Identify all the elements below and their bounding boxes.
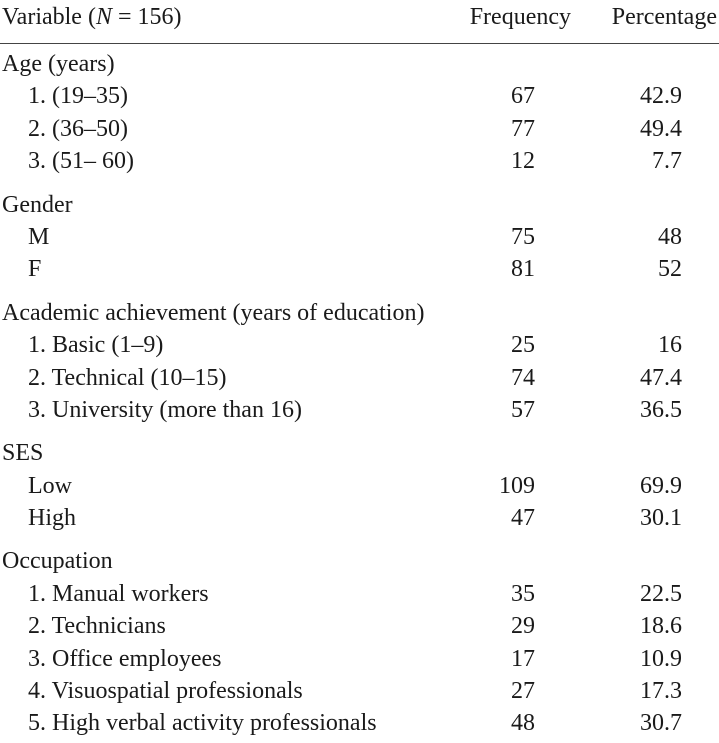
row-label: 3. Office employees — [28, 645, 222, 672]
row-frequency: 27 — [511, 678, 535, 705]
table-row — [0, 145, 719, 177]
table-row — [0, 253, 719, 285]
row-label: 3. (51– 60) — [28, 148, 134, 175]
row-frequency: 74 — [511, 364, 535, 391]
header-variable-n: N — [95, 4, 112, 30]
table-row — [0, 394, 719, 426]
row-percentage: 30.7 — [640, 710, 682, 737]
row-label: 1. Manual workers — [28, 580, 209, 607]
group-title-row — [0, 48, 719, 80]
row-label: M — [28, 223, 50, 250]
row-label: 2. Technicians — [28, 613, 166, 640]
row-frequency: 29 — [511, 613, 535, 640]
row-frequency: 67 — [511, 83, 535, 110]
table-row — [0, 221, 719, 253]
row-percentage: 36.5 — [640, 396, 682, 423]
group-spacer — [0, 426, 719, 437]
table-row — [0, 610, 719, 642]
group-title: SES — [2, 440, 44, 467]
row-percentage: 16 — [658, 332, 682, 359]
table-row — [0, 675, 719, 707]
row-label: 1. (19–35) — [28, 83, 128, 110]
row-frequency: 81 — [511, 256, 535, 283]
table-row — [0, 80, 719, 112]
row-frequency: 75 — [511, 223, 535, 250]
row-label: 4. Visuospatial professionals — [28, 678, 303, 705]
header-variable-prefix: Variable ( — [2, 4, 96, 30]
table-body — [0, 48, 719, 740]
row-percentage: 49.4 — [640, 115, 682, 142]
row-label: Low — [28, 472, 72, 499]
row-frequency: 17 — [511, 645, 535, 672]
row-percentage: 18.6 — [640, 613, 682, 640]
row-label: 1. Basic (1–9) — [28, 332, 164, 359]
row-label: 3. University (more than 16) — [28, 396, 302, 423]
row-percentage: 30.1 — [640, 505, 682, 532]
row-frequency: 109 — [499, 472, 535, 499]
row-frequency: 57 — [511, 396, 535, 423]
table-group — [0, 48, 719, 178]
row-percentage: 47.4 — [640, 364, 682, 391]
group-title: Age (years) — [2, 51, 115, 77]
table-group — [0, 297, 719, 427]
group-title: Academic achievement (years of education) — [2, 299, 425, 326]
table-header — [0, 0, 719, 44]
table-row — [0, 329, 719, 361]
table-row — [0, 707, 719, 739]
table-row — [0, 502, 719, 534]
row-percentage: 52 — [658, 256, 682, 283]
group-spacer — [0, 286, 719, 297]
row-percentage: 17.3 — [640, 678, 682, 705]
row-percentage: 22.5 — [640, 580, 682, 607]
row-percentage: 69.9 — [640, 472, 682, 499]
table-row — [0, 362, 719, 394]
table-row — [0, 470, 719, 502]
row-frequency: 48 — [511, 710, 535, 737]
row-frequency: 47 — [511, 505, 535, 532]
row-percentage: 42.9 — [640, 83, 682, 110]
group-title: Occupation — [2, 548, 113, 575]
table-group — [0, 189, 719, 286]
header-percentage: Percentage — [611, 4, 717, 30]
group-title-row — [0, 545, 719, 577]
row-frequency: 35 — [511, 580, 535, 607]
group-title-row — [0, 189, 719, 221]
row-label: High — [28, 505, 76, 532]
row-frequency: 12 — [511, 148, 535, 175]
table-group — [0, 437, 719, 534]
row-label: 2. (36–50) — [28, 115, 128, 142]
header-variable-suffix: = 156) — [111, 4, 182, 30]
group-spacer — [0, 178, 719, 189]
table-row — [0, 578, 719, 610]
group-title-row — [0, 297, 719, 329]
row-label: 2. Technical (10–15) — [28, 364, 227, 391]
group-spacer — [0, 534, 719, 545]
header-variable — [2, 2, 182, 32]
row-percentage: 48 — [658, 223, 682, 250]
table-row — [0, 643, 719, 675]
row-label: 5. High verbal activity professionals — [28, 710, 377, 737]
table-row — [0, 113, 719, 145]
header-frequency: Frequency — [469, 4, 571, 30]
row-frequency: 77 — [511, 115, 535, 142]
group-title-row — [0, 437, 719, 469]
row-frequency: 25 — [511, 332, 535, 359]
table-group — [0, 545, 719, 739]
row-percentage: 10.9 — [640, 645, 682, 672]
row-label: F — [28, 256, 42, 283]
group-title: Gender — [2, 191, 73, 218]
row-percentage: 7.7 — [652, 148, 682, 175]
